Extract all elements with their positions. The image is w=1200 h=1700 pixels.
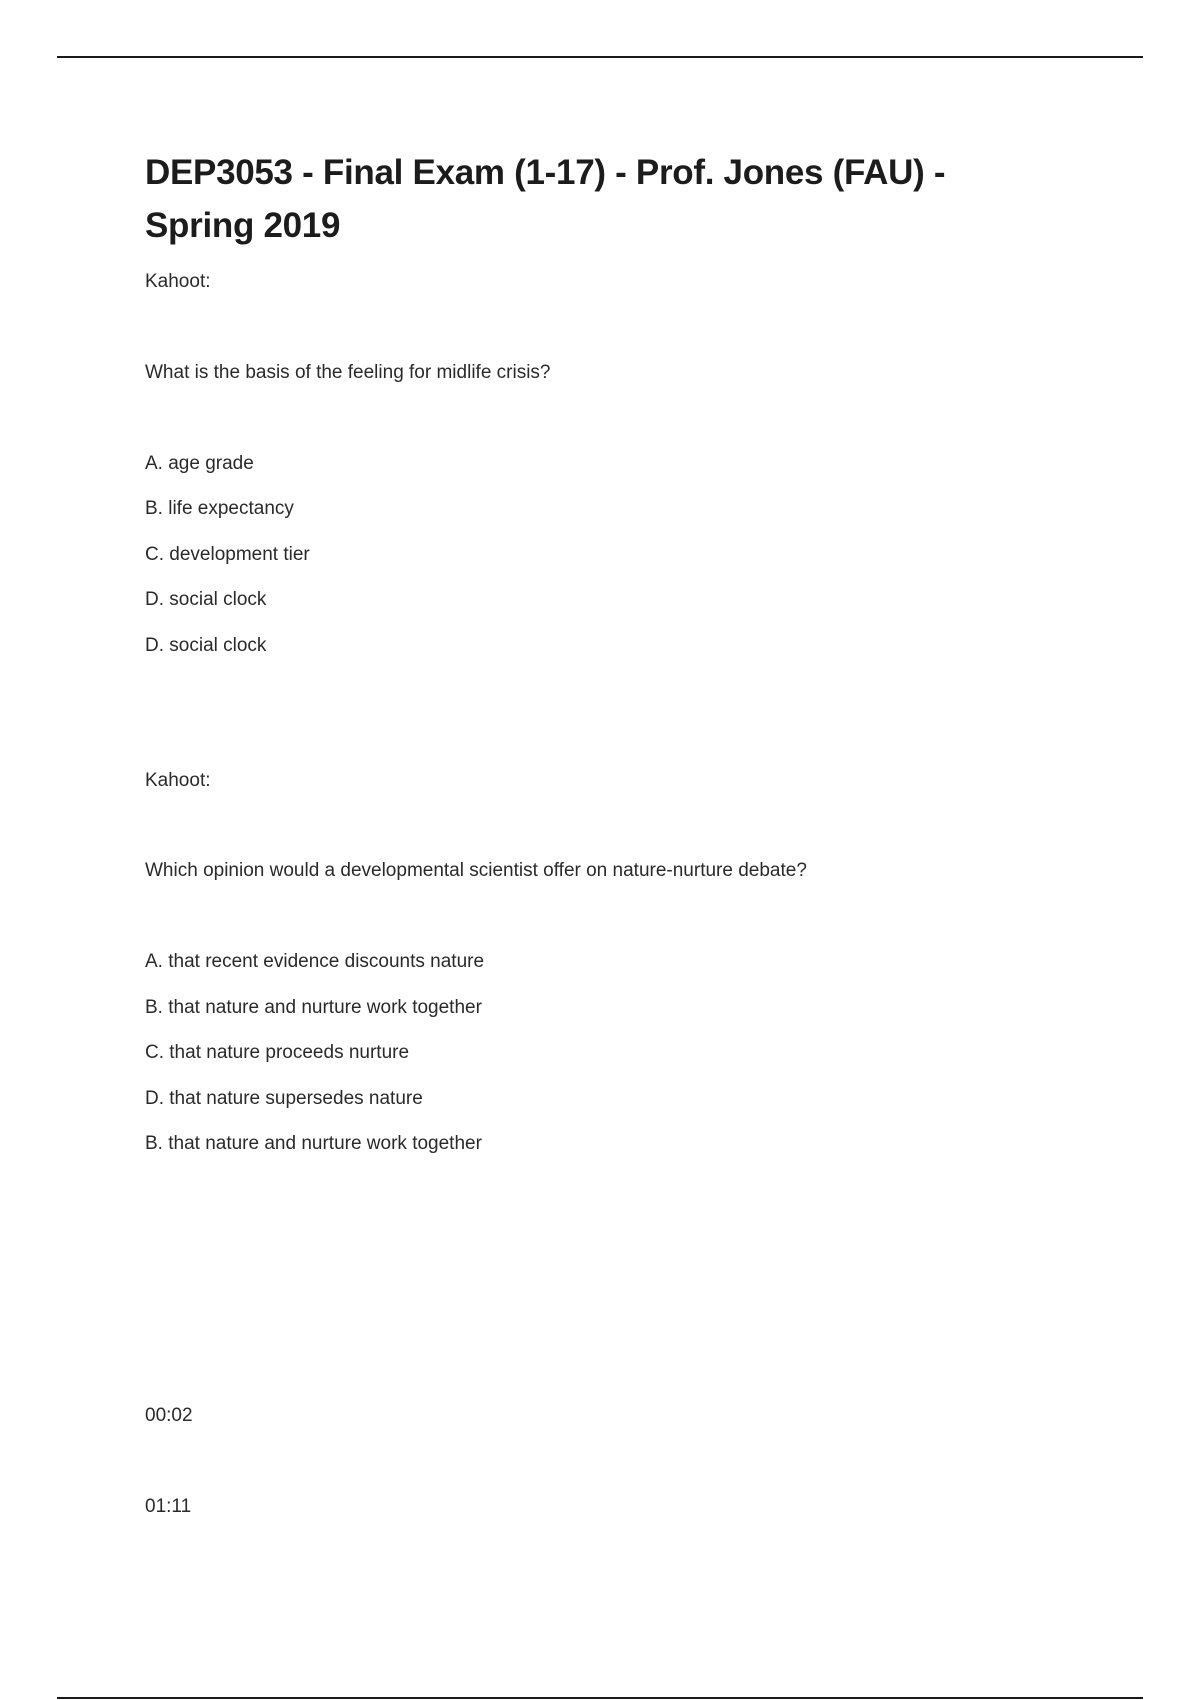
question-2-option-c: C. that nature proceeds nurture	[145, 1042, 410, 1063]
question-2-answer: B. that nature and nurture work together	[145, 1133, 482, 1154]
question-2-source: Kahoot:	[145, 770, 211, 791]
question-1-option-b: B. life expectancy	[145, 498, 294, 519]
question-1-source: Kahoot:	[145, 271, 211, 292]
question-1-prompt: What is the basis of the feeling for midlife crisis?	[145, 362, 551, 383]
question-2-option-a: A. that recent evidence discounts nature	[145, 951, 485, 972]
question-2-prompt: Which opinion would a developmental scientist offer on nature-nurture debate?	[145, 860, 807, 881]
question-1-answer: D. social clock	[145, 635, 267, 656]
question-2-option-d: D. that nature supersedes nature	[145, 1088, 423, 1109]
document-title: DEP3053 - Final Exam (1-17) - Prof. Jones (FAU) - Spring 2019	[145, 153, 946, 245]
bottom-divider	[57, 1697, 1143, 1699]
question-1-option-d: D. social clock	[145, 589, 267, 610]
question-1-option-c: C. development tier	[145, 544, 310, 565]
question-1-option-a: A. age grade	[145, 453, 254, 474]
timestamp: 00:02	[145, 1405, 193, 1426]
question-2-option-b: B. that nature and nurture work together	[145, 997, 482, 1018]
timestamp: 01:11	[145, 1496, 192, 1517]
top-divider	[57, 56, 1143, 58]
